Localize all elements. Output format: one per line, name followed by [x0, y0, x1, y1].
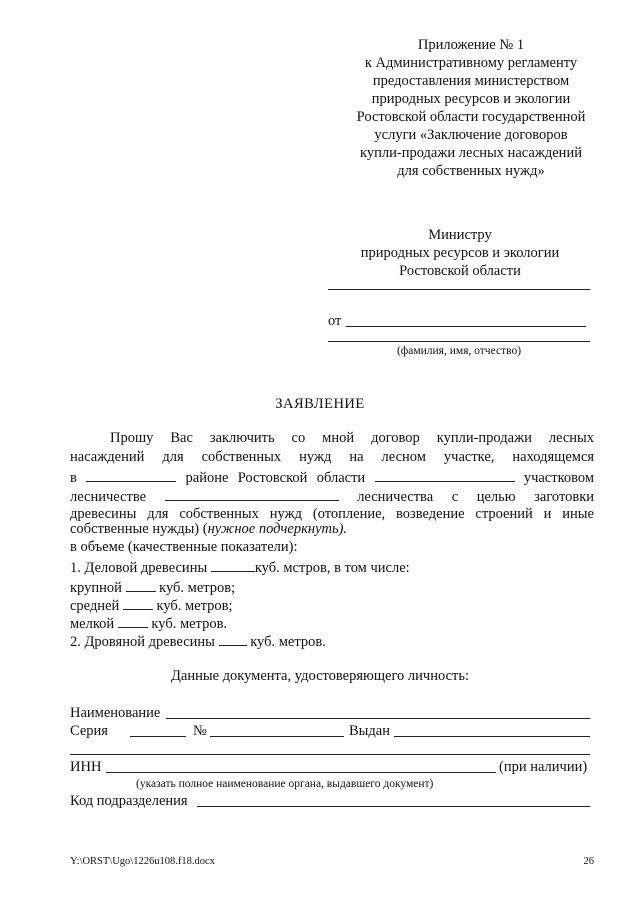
subdivision-label: Код подразделения — [70, 793, 188, 809]
text: 1. Деловой древесины — [70, 560, 208, 576]
word: нужд — [299, 449, 332, 465]
word: участке, — [443, 449, 495, 465]
local-forestry-blank[interactable] — [165, 486, 339, 501]
word: насаждений — [70, 449, 145, 465]
addressee-blank-line[interactable] — [328, 289, 590, 290]
id-section-heading: Данные документа, удостоверяющего личность: — [171, 668, 469, 684]
appendix-line: предоставления министерством — [372, 73, 570, 89]
body-line-5: древесины для собственных нужд (отопление, возведение строений и иные — [70, 506, 594, 522]
medium-wood-line — [70, 595, 233, 615]
text: куб. мстров, в том числе: — [254, 560, 410, 576]
inn-blank-line[interactable] — [106, 772, 496, 773]
issued-blank-line[interactable] — [394, 736, 590, 737]
word: заготовки — [534, 489, 594, 505]
text: собственные нужды) ( — [70, 521, 208, 537]
text: куб. метров; — [159, 580, 236, 596]
word: мной — [322, 430, 355, 446]
district-blank[interactable] — [86, 467, 176, 482]
appendix-line: купли-продажи лесных насаждений — [360, 145, 582, 161]
appendix-header — [340, 36, 602, 180]
text: средней — [70, 598, 120, 614]
firewood-line — [70, 631, 326, 651]
name-blank-line[interactable] — [166, 718, 590, 719]
from-blank-line[interactable] — [346, 326, 586, 327]
issued-label: Выдан — [349, 723, 390, 739]
word: целью — [476, 489, 516, 505]
word: лесном — [381, 449, 426, 465]
word: в — [70, 470, 77, 486]
body-line-3 — [70, 467, 594, 486]
appendix-line: Приложение № 1 — [417, 37, 525, 53]
inn-label: ИНН — [70, 759, 102, 775]
name-label: Наименование — [70, 705, 161, 721]
fio-blank-line[interactable] — [328, 341, 590, 342]
forestry-blank[interactable] — [375, 467, 515, 482]
inn-suffix: (при наличии) — [499, 759, 588, 775]
page-title: ЗАЯВЛЕНИЕ — [275, 396, 365, 412]
small-wood-line — [70, 613, 227, 633]
small-wood-blank[interactable] — [118, 613, 148, 628]
word: собственных — [201, 449, 282, 465]
italic-note: нужное подчеркнуть). — [207, 521, 348, 537]
text: куб. метров; — [156, 598, 233, 614]
body-line-1 — [110, 429, 594, 448]
firewood-blank[interactable] — [219, 631, 247, 646]
word: на — [349, 449, 364, 465]
word: заключить — [209, 430, 275, 446]
body-line-6 — [70, 521, 347, 538]
word: Вас — [170, 430, 193, 446]
addressee-line: природных ресурсов и экологии — [360, 245, 560, 261]
large-wood-blank[interactable] — [126, 577, 156, 592]
word: со — [291, 430, 306, 446]
issuer-caption: (указать полное наименование органа, выдавшего документ) — [136, 778, 434, 790]
addressee-line: Ростовской области — [399, 263, 521, 279]
word: договор — [371, 430, 420, 446]
appendix-line: для собственных нужд» — [397, 163, 545, 179]
appendix-line: к Административному регламенту — [364, 55, 578, 71]
fio-caption: (фамилия, имя, отчество) — [396, 345, 522, 357]
footer-file-path: Y:\ORST\Ugo\1226u108.f18.docx — [70, 856, 215, 867]
word: участковом — [523, 470, 594, 486]
body-line-4 — [70, 486, 594, 505]
issued-continued-blank-line[interactable] — [70, 754, 590, 755]
number-blank-line[interactable] — [210, 736, 344, 737]
business-wood-line — [70, 557, 410, 577]
text: крупной — [70, 580, 122, 596]
word: районе Ростовской области — [185, 470, 366, 486]
series-label: Серия — [70, 723, 108, 739]
from-label: от — [328, 313, 342, 329]
word: лесных — [548, 430, 594, 446]
volume-line: в объеме (качественные показатели): — [70, 539, 298, 555]
number-label: № — [193, 723, 207, 739]
series-blank-line[interactable] — [130, 736, 186, 737]
medium-wood-blank[interactable] — [123, 595, 153, 610]
text: мелкой — [70, 616, 115, 632]
text: куб. метров. — [250, 634, 326, 650]
subdivision-blank-line[interactable] — [197, 806, 590, 807]
word: Прошу — [110, 430, 154, 446]
footer-page-number: 26 — [583, 856, 594, 867]
word: находящемся — [512, 449, 594, 465]
appendix-line: Ростовской области государственной — [356, 109, 586, 125]
appendix-line: природных ресурсов и экологии — [371, 91, 571, 107]
body-line-2 — [70, 448, 594, 467]
word: купли-продажи — [436, 430, 532, 446]
text: куб. метров. — [151, 616, 228, 632]
large-wood-line — [70, 577, 235, 597]
addressee-block — [330, 226, 590, 280]
word: для — [162, 449, 184, 465]
addressee-line: Министру — [428, 227, 492, 243]
word: лесничества — [357, 489, 434, 505]
text: 2. Дровяной древесины — [70, 634, 215, 650]
business-wood-blank[interactable] — [211, 557, 255, 572]
word: лесничестве — [70, 489, 147, 505]
word: с — [451, 489, 459, 505]
appendix-line: услуги «Заключение договоров — [374, 127, 568, 143]
